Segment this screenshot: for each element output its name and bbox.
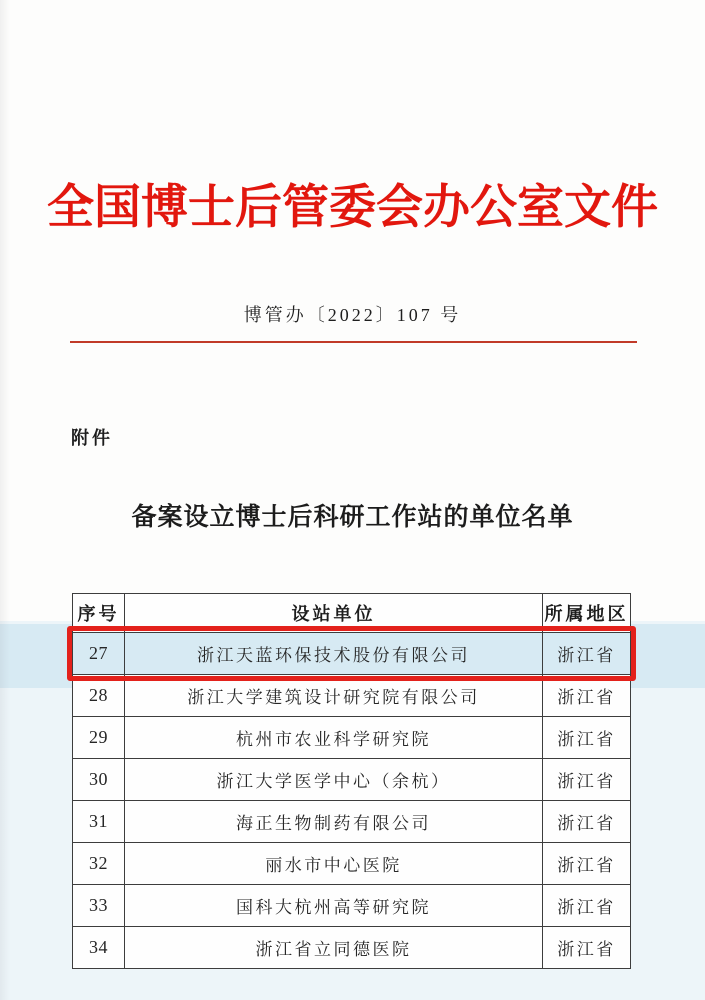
row-region: 浙江省	[543, 717, 631, 759]
row-unit: 国科大杭州高等研究院	[125, 885, 543, 927]
attachment-label: 附件	[71, 428, 113, 448]
table-title: 备案设立博士后科研工作站的单位名单	[131, 504, 574, 531]
row-unit: 浙江天蓝环保技术股份有限公司	[125, 633, 543, 675]
row-unit: 浙江省立同德医院	[125, 927, 543, 969]
table-row-31	[73, 801, 631, 843]
row-unit: 浙江大学建筑设计研究院有限公司	[125, 675, 543, 717]
row-unit: 海正生物制药有限公司	[125, 801, 543, 843]
column-header-region: 所属地区	[543, 594, 631, 633]
row-region: 浙江省	[543, 675, 631, 717]
table-row-27	[73, 633, 631, 675]
row-index: 32	[73, 843, 125, 885]
row-unit: 浙江大学医学中心（余杭）	[125, 759, 543, 801]
table-row-32	[73, 843, 631, 885]
document-number: 博管办〔2022〕107 号	[243, 305, 462, 325]
table-row-30	[73, 759, 631, 801]
red-divider-line	[70, 341, 637, 343]
row-region: 浙江省	[543, 633, 631, 675]
column-header-unit: 设站单位	[125, 594, 543, 633]
table-row-29	[73, 717, 631, 759]
row-index: 27	[73, 633, 125, 675]
table-row-34	[73, 927, 631, 969]
row-region: 浙江省	[543, 843, 631, 885]
row-index: 28	[73, 675, 125, 717]
row-region: 浙江省	[543, 759, 631, 801]
scan-edge-shadow	[0, 0, 10, 1000]
row-region: 浙江省	[543, 927, 631, 969]
table-row-28	[73, 675, 631, 717]
column-header-index: 序号	[73, 594, 125, 633]
row-index: 33	[73, 885, 125, 927]
row-unit: 杭州市农业科学研究院	[125, 717, 543, 759]
row-index: 34	[73, 927, 125, 969]
row-region: 浙江省	[543, 885, 631, 927]
document-header-title: 全国博士后管委会办公室文件	[47, 182, 658, 234]
units-table	[72, 593, 631, 969]
table-header-row	[73, 594, 631, 633]
row-unit: 丽水市中心医院	[125, 843, 543, 885]
row-index: 30	[73, 759, 125, 801]
row-index: 29	[73, 717, 125, 759]
row-region: 浙江省	[543, 801, 631, 843]
table-row-33	[73, 885, 631, 927]
row-index: 31	[73, 801, 125, 843]
